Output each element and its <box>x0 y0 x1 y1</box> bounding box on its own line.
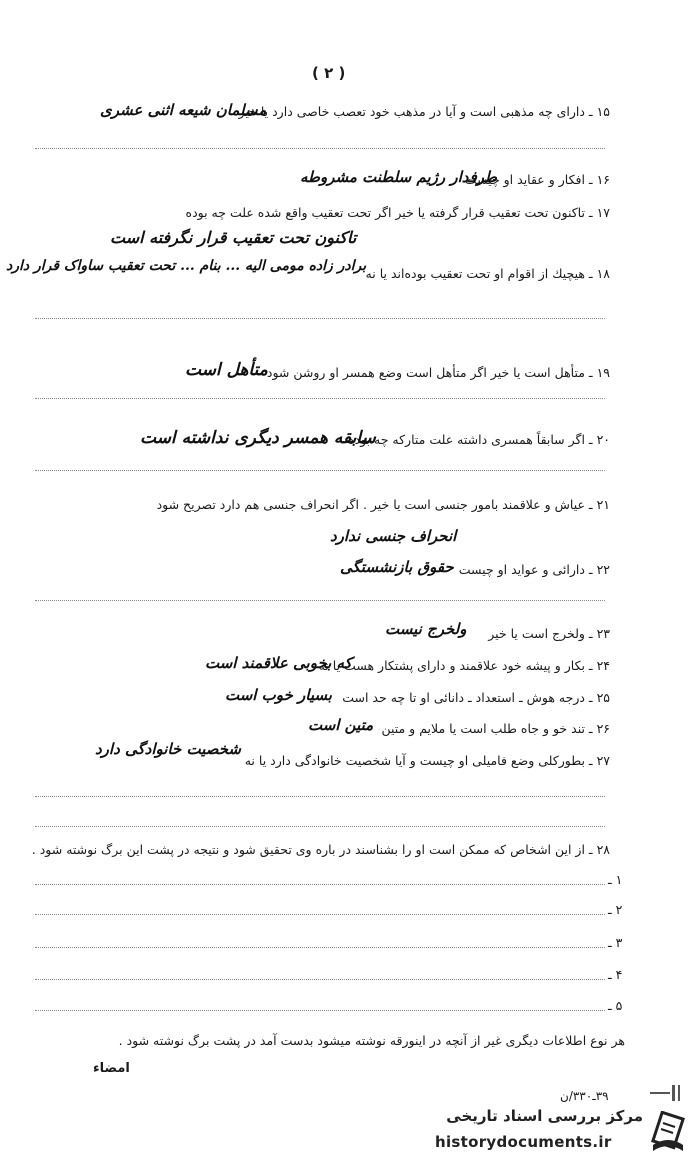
question-19-answer: متأهل است <box>185 360 268 380</box>
signature-label: امضاء <box>93 1061 130 1076</box>
list-number-2: ۲ ـ <box>608 902 623 917</box>
watermark-title: مرکز بررسی اسناد تاریخی <box>446 1107 643 1125</box>
question-24-answer: که بخوبی علاقمند است <box>205 654 352 672</box>
list-line-2 <box>35 914 605 915</box>
question-17-text: ۱۷ ـ تاکنون تحت تعقیب قرار گرفته یا خیر اگر تحت تعقیب واقع شده علت چه بوده <box>185 205 610 220</box>
question-25-answer: بسیار خوب است <box>225 686 332 704</box>
question-21-answer: انحراف جنسی ندارد <box>330 527 457 545</box>
list-number-3: ۳ ـ <box>608 935 623 950</box>
list-line-5 <box>35 1010 605 1011</box>
list-line-3 <box>35 947 605 948</box>
scan-artifact <box>678 1085 680 1101</box>
question-26-answer: متین است <box>308 716 374 734</box>
question-17-answer: تاکنون تحت تعقیب قرار نگرفته است <box>110 228 357 247</box>
document-logo-icon <box>647 1111 689 1155</box>
answer-line <box>35 470 605 471</box>
footer-note: هر نوع اطلاعات دیگری غیر از آنچه در اینورقه نوشته میشود بدست آمد در پشت برگ نوشته شود . <box>118 1033 625 1048</box>
question-15-answer: مسلمان شیعه اثنی عشری <box>100 101 267 119</box>
question-27-answer: شخصیت خانوادگی دارد <box>95 740 241 758</box>
answer-line <box>35 600 605 601</box>
question-28-text: ۲۸ ـ از این اشخاص که ممکن است او را بشناسند در باره وی تحقیق شود و نتیجه در پشت این برگ نوشته شود . <box>31 842 610 857</box>
list-number-4: ۴ ـ <box>608 967 623 982</box>
question-21-text: ۲۱ ـ عیاش و علاقمند بامور جنسی است یا خیر . اگر انحراف جنسی هم دارد تصریح شود <box>156 497 610 512</box>
answer-line <box>35 826 605 827</box>
answer-line <box>35 148 605 149</box>
question-22-answer: حقوق بازنشستگی <box>340 558 454 576</box>
scan-artifact <box>672 1085 675 1101</box>
question-23-text: ۲۳ ـ ولخرج است یا خیر <box>488 626 610 641</box>
question-27-text: ۲۷ ـ بطورکلی وضع فامیلی او چیست و آیا شخصیت خانوادگی دارد یا نه <box>244 753 610 768</box>
answer-line <box>35 318 605 319</box>
answer-line <box>35 398 605 399</box>
question-18-answer: برادر زاده مومی الیه ... بنام ... تحت تعقیب ساواک قرار دارد <box>6 258 367 274</box>
watermark <box>430 1103 695 1161</box>
question-20-answer: سابقه همسر دیگری نداشته است <box>140 428 376 448</box>
question-22-text: ۲۲ ـ دارائی و عواید او چیست <box>458 562 610 577</box>
list-number-5: ۵ ـ <box>608 998 623 1013</box>
form-code: ۳۹ـ۳۳۰/ن <box>560 1089 609 1103</box>
scan-artifact <box>650 1092 670 1094</box>
list-line-4 <box>35 979 605 980</box>
question-18-text: ۱۸ ـ هیچیك از اقوام او تحت تعقیب بوده‌اند یا نه <box>365 266 610 281</box>
question-19-text: ۱۹ ـ متأهل است یا خیر اگر متأهل است وضع همسر او روشن شود <box>266 365 610 380</box>
question-23-answer: ولخرج نیست <box>385 620 467 638</box>
question-24-text: ۲۴ ـ بکار و پیشه خود علاقمند و دارای پشتکار هست یا نه <box>318 658 610 673</box>
page-number: ( ۲ ) <box>312 64 346 82</box>
list-line-1 <box>35 884 605 885</box>
question-20-text: ۲۰ ـ اگر سابقاً همسری داشته علت متارکه چه بوده <box>347 432 610 447</box>
question-25-text: ۲۵ ـ درجه هوش ـ استعداد ـ دانائی او تا چه حد است <box>342 690 610 705</box>
list-number-1: ۱ ـ <box>608 872 623 887</box>
question-16-answer: طرفدار رژیم سلطنت مشروطه <box>300 168 497 186</box>
watermark-url: historydocuments.ir <box>435 1133 612 1151</box>
question-26-text: ۲۶ ـ تند خو و جاه طلب است یا ملایم و متین <box>381 721 610 736</box>
answer-line <box>35 796 605 797</box>
question-16-text: ۱۶ ـ افکار و عقاید او چیست <box>464 172 610 187</box>
question-15-text: ۱۵ ـ دارای چه مذهبی است و آیا در مذهب خود تعصب خاصی دارد یا خیر <box>238 104 610 119</box>
